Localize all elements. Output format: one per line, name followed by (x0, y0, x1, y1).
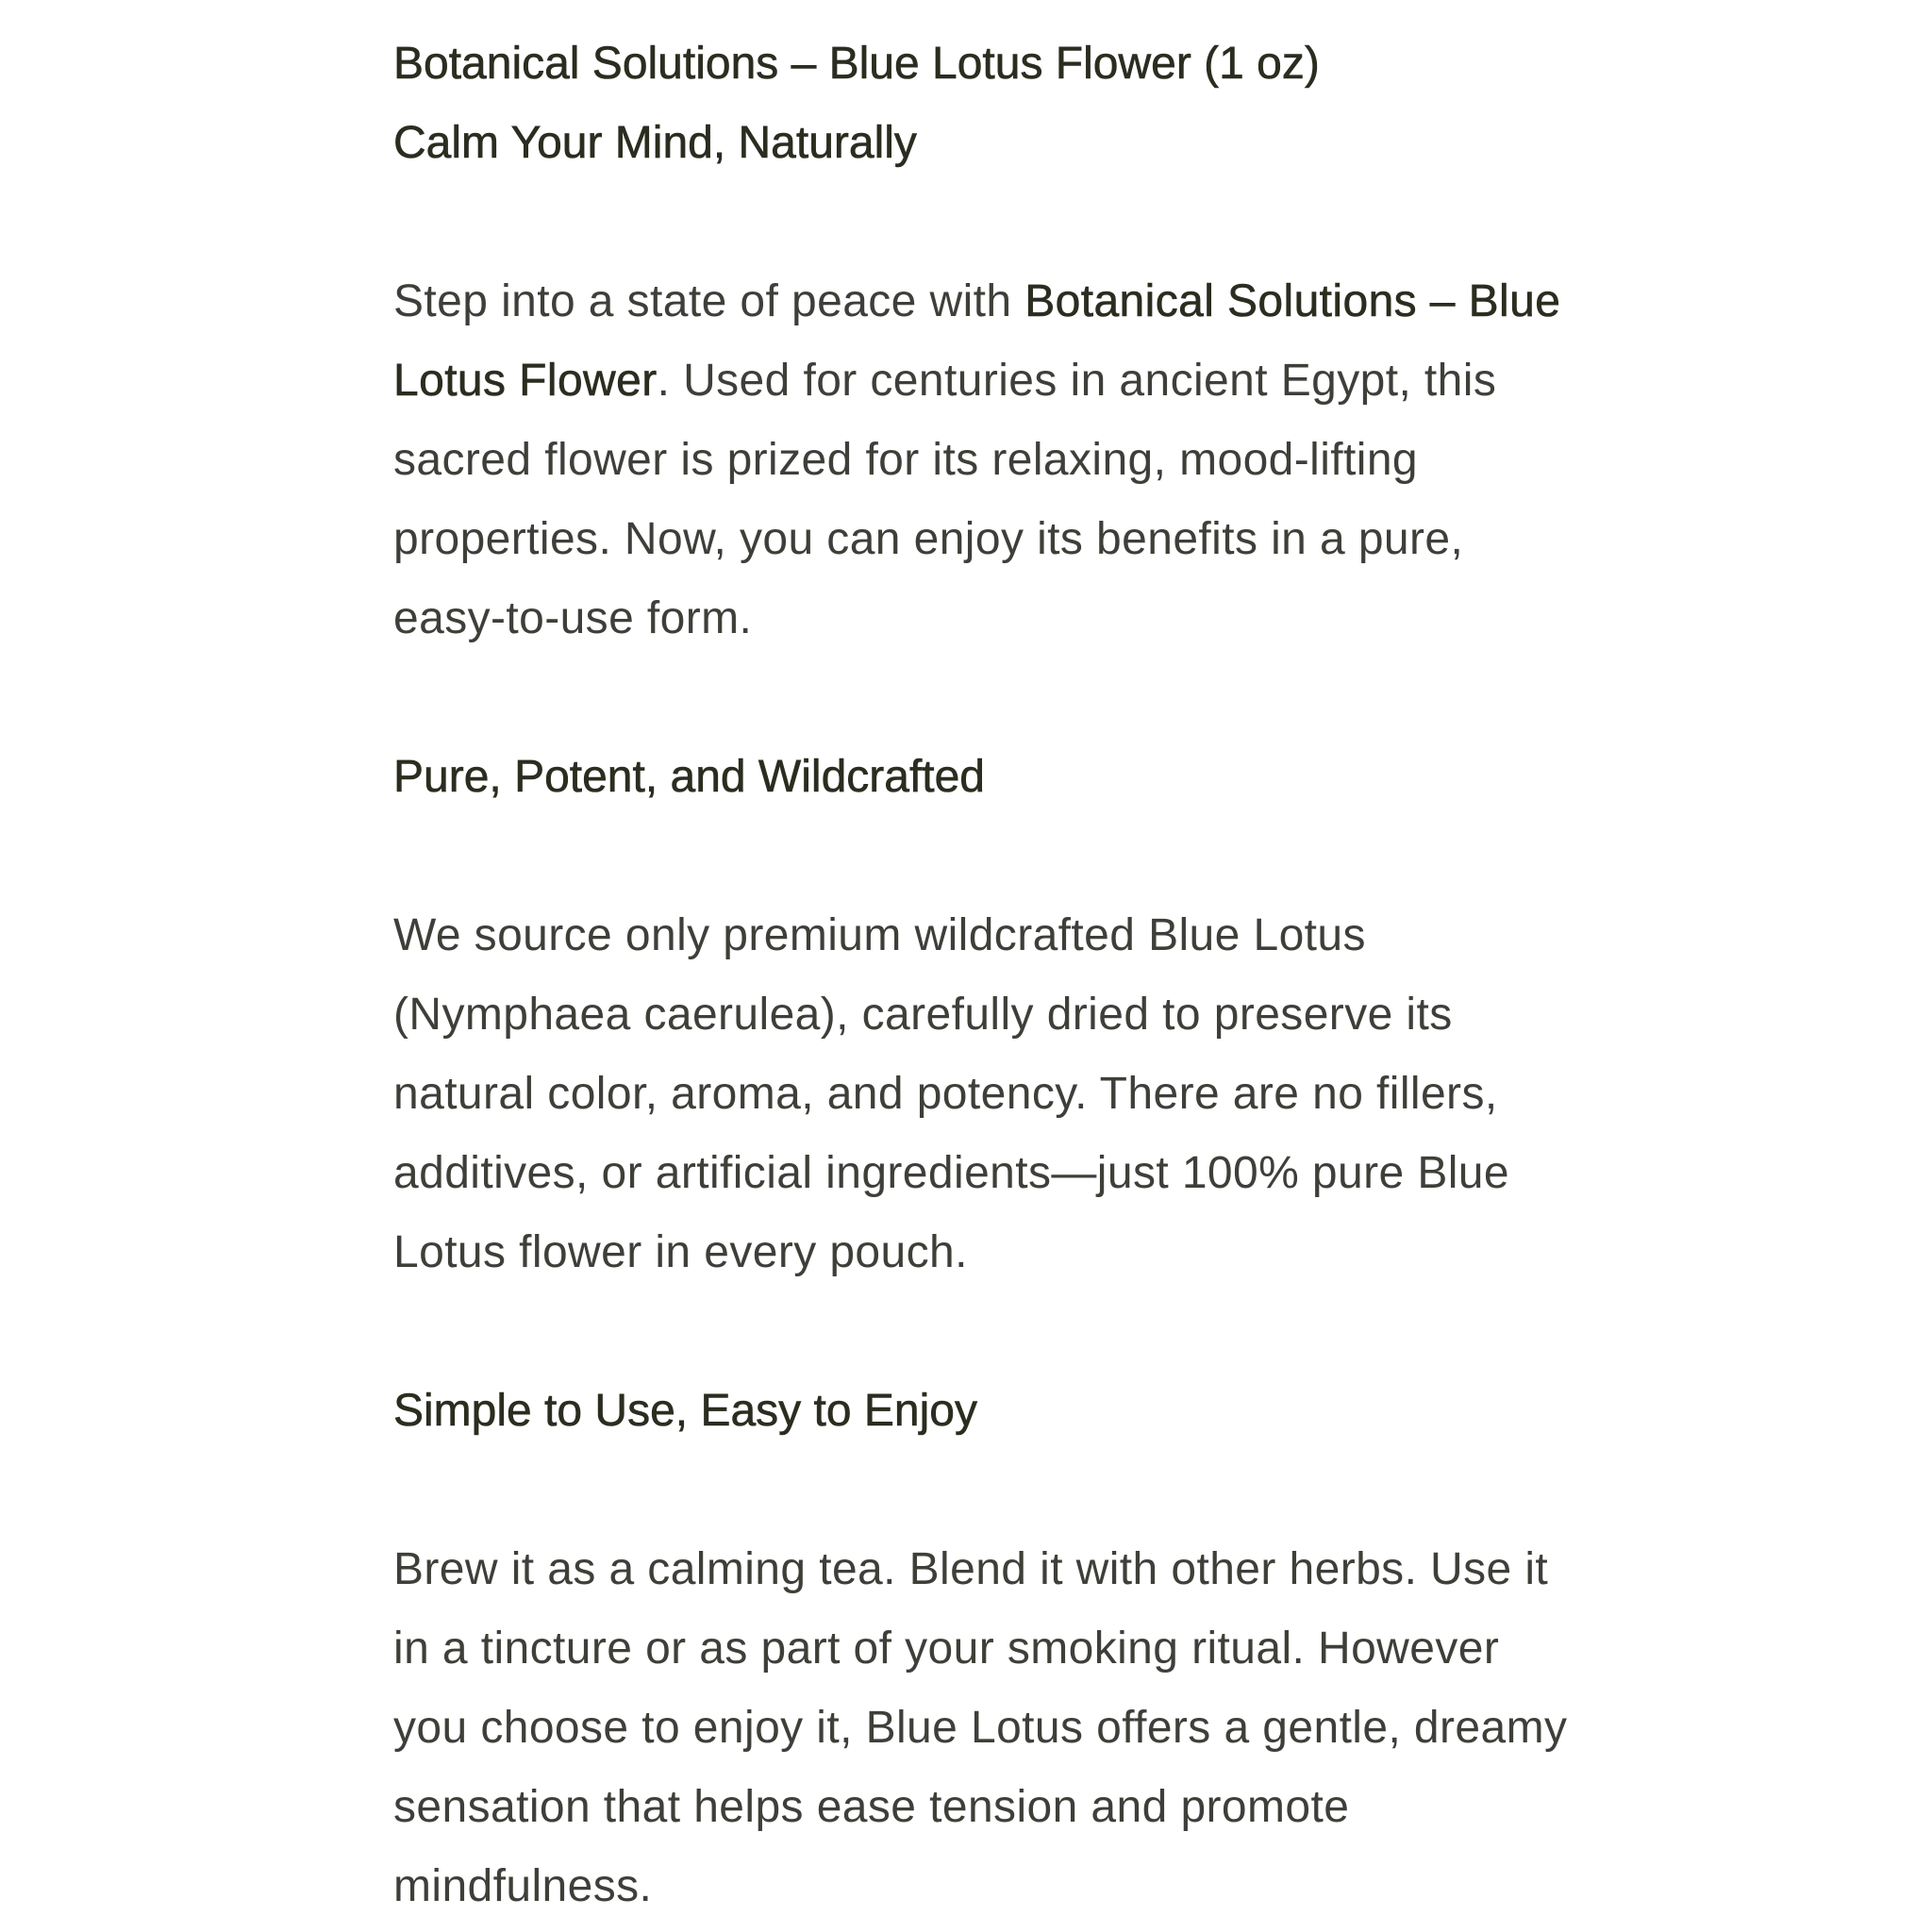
product-tagline: Calm Your Mind, Naturally (393, 118, 917, 168)
section-body-wildcrafted: We source only premium wildcrafted Blue Lotus (Nymphaea caerulea), carefully dried to preserve its natural color, aroma, and potency. There are no fillers, additives, or artificial ingredients—just 100% pure Blue Lotus flower in every pouch. (393, 910, 1510, 1277)
intro-lead: Step into a state of peace with (393, 276, 1025, 326)
spacer (393, 183, 1573, 262)
section-heading-wildcrafted: Pure, Potent, and Wildcrafted (393, 752, 985, 802)
spacer (393, 1451, 1573, 1530)
spacer (393, 1292, 1573, 1372)
intro-rest: . Used for centuries in ancient Egypt, this sacred flower is prized for its relaxing, mood-lifting properties. Now, you can enjoy its benefits in a pure, easy-to-use form. (393, 356, 1497, 643)
section-body-usage: Brew it as a calming tea. Blend it with other herbs. Use it in a tincture or as part of your smoking ritual. However you choose to enjoy it, Blue Lotus offers a gentle, dreamy sensation that helps ease tension and promote mindfulness. (393, 1544, 1568, 1911)
spacer (393, 658, 1573, 738)
intro-paragraph (393, 262, 1573, 658)
section-heading-usage: Simple to Use, Easy to Enjoy (393, 1386, 977, 1436)
spacer (393, 817, 1573, 896)
product-title: Botanical Solutions – Blue Lotus Flower (1 oz) (393, 39, 1320, 89)
product-description (393, 25, 1573, 1926)
intro-brand-name: Botanical Solutions – Blue Lotus Flower (393, 276, 1561, 406)
